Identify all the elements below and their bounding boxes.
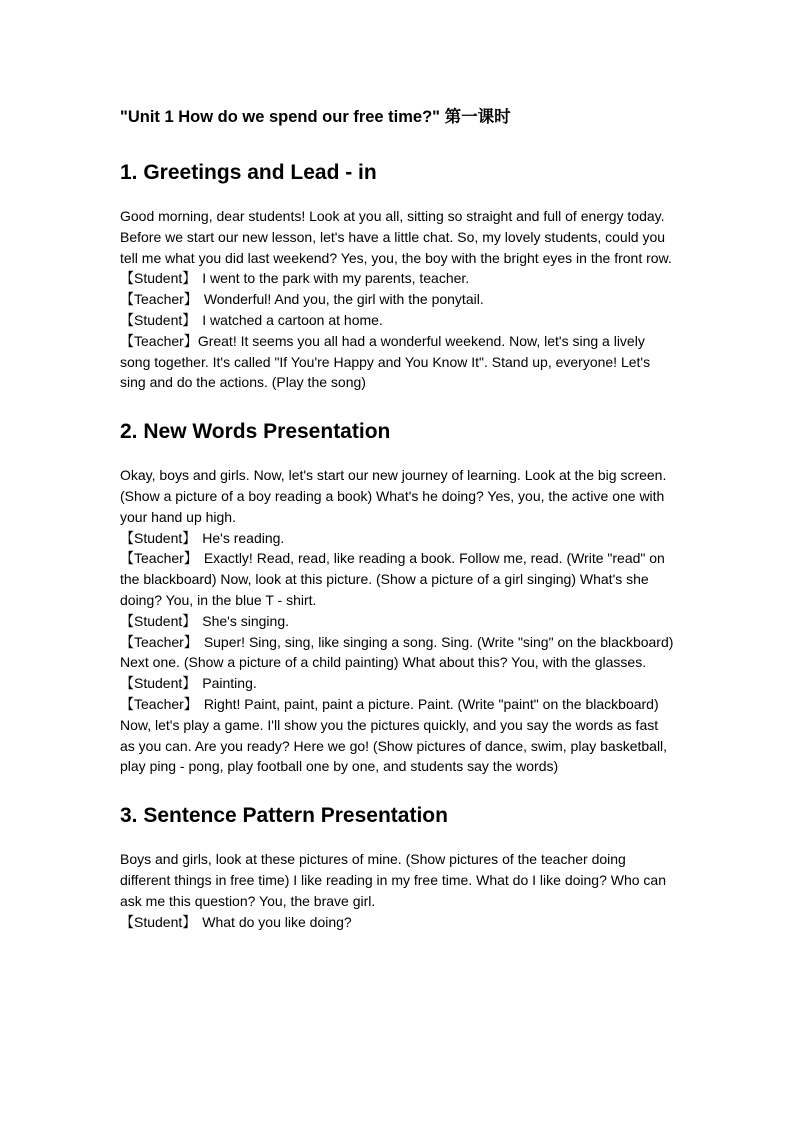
dialogue-line [120, 548, 676, 610]
section-heading: 3. Sentence Pattern Presentation [120, 804, 448, 828]
speaker-label: 【Student】 [120, 270, 197, 287]
dialogue-line [120, 611, 676, 632]
speaker-label: 【Student】 [120, 675, 197, 692]
section-heading: 2. New Words Presentation [120, 420, 391, 444]
dialogue-text: Super! Sing, sing, like singing a song. Sing. (Write "sing" on the blackboard) Next one. (Show a picture of a child painting) What about this? You, with the glasses. [120, 633, 674, 671]
section-intro: Boys and girls, look at these pictures of mine. (Show pictures of the teacher doing different things in free time) I like reading in my free time. What do I like doing? Who can ask me this question? You, the brave girl. [120, 851, 666, 909]
dialogue-text: Painting. [202, 675, 257, 692]
speaker-label: 【Teacher】 [120, 550, 198, 567]
dialogue-line [120, 331, 676, 393]
dialogue-line [120, 268, 676, 289]
dialogue-text: What do you like doing? [202, 913, 352, 930]
dialogue-text: She's singing. [202, 612, 289, 629]
dialogue-text: He's reading. [202, 529, 285, 546]
section-intro: Okay, boys and girls. Now, let's start our new journey of learning. Look at the big screen. (Show a picture of a boy reading a book) What's he doing? Yes, you, the active one with your hand up high. [120, 467, 667, 525]
dialogue-text: Great! It seems you all had a wonderful weekend. Now, let's sing a lively song together. It's called "If You're Happy and You Know It". Stand up, everyone! Let's sing and do the actions. (Play the song) [120, 332, 651, 391]
dialogue-text: Right! Paint, paint, paint a picture. Paint. (Write "paint" on the blackboard) Now, let's play a game. I'll show you the pictures quickly, and you say the words as fast as you can. Are you ready? Here we go! (Show pictures of dance, swim, play basketball, play ping - pong, play football one by one, and students say the words) [120, 695, 668, 775]
dialogue-text: I watched a cartoon at home. [202, 311, 383, 328]
section-intro: Good morning, dear students! Look at you all, sitting so straight and full of energy today. Before we start our new lesson, let's have a little chat. So, my lovely students, could you tell me what you did last weekend? Yes, you, the boy with the bright eyes in the front row. [120, 208, 672, 266]
dialogue-text: Exactly! Read, read, like reading a book. Follow me, read. (Write "read" on the blackboard) Now, look at this picture. (Show a picture of a girl singing) What's she doing? You, in the blue T - shirt. [120, 550, 665, 608]
section-sentence-pattern [120, 801, 676, 932]
dialogue-line [120, 632, 676, 674]
speaker-label: 【Student】 [120, 913, 197, 930]
speaker-label: 【Student】 [120, 311, 197, 328]
document-title: "Unit 1 How do we spend our free time?" 第一课时 [120, 108, 511, 126]
speaker-label: 【Teacher】 [120, 633, 198, 650]
speaker-label: 【Teacher】 [120, 332, 198, 349]
dialogue-line [120, 289, 676, 310]
section-new-words [120, 417, 676, 777]
speaker-label: 【Teacher】 [120, 695, 198, 712]
section-greetings [120, 158, 676, 393]
dialogue-text: Wonderful! And you, the girl with the ponytail. [203, 291, 484, 308]
dialogue-line [120, 528, 676, 549]
dialogue-line [120, 694, 676, 777]
speaker-label: 【Student】 [120, 529, 197, 546]
document-page [120, 104, 676, 956]
speaker-label: 【Teacher】 [120, 291, 198, 308]
section-heading: 1. Greetings and Lead - in [120, 161, 377, 184]
dialogue-text: I went to the park with my parents, teacher. [202, 270, 470, 287]
dialogue-line [120, 310, 676, 331]
dialogue-line [120, 673, 676, 694]
dialogue-line [120, 912, 676, 933]
speaker-label: 【Student】 [120, 612, 197, 629]
